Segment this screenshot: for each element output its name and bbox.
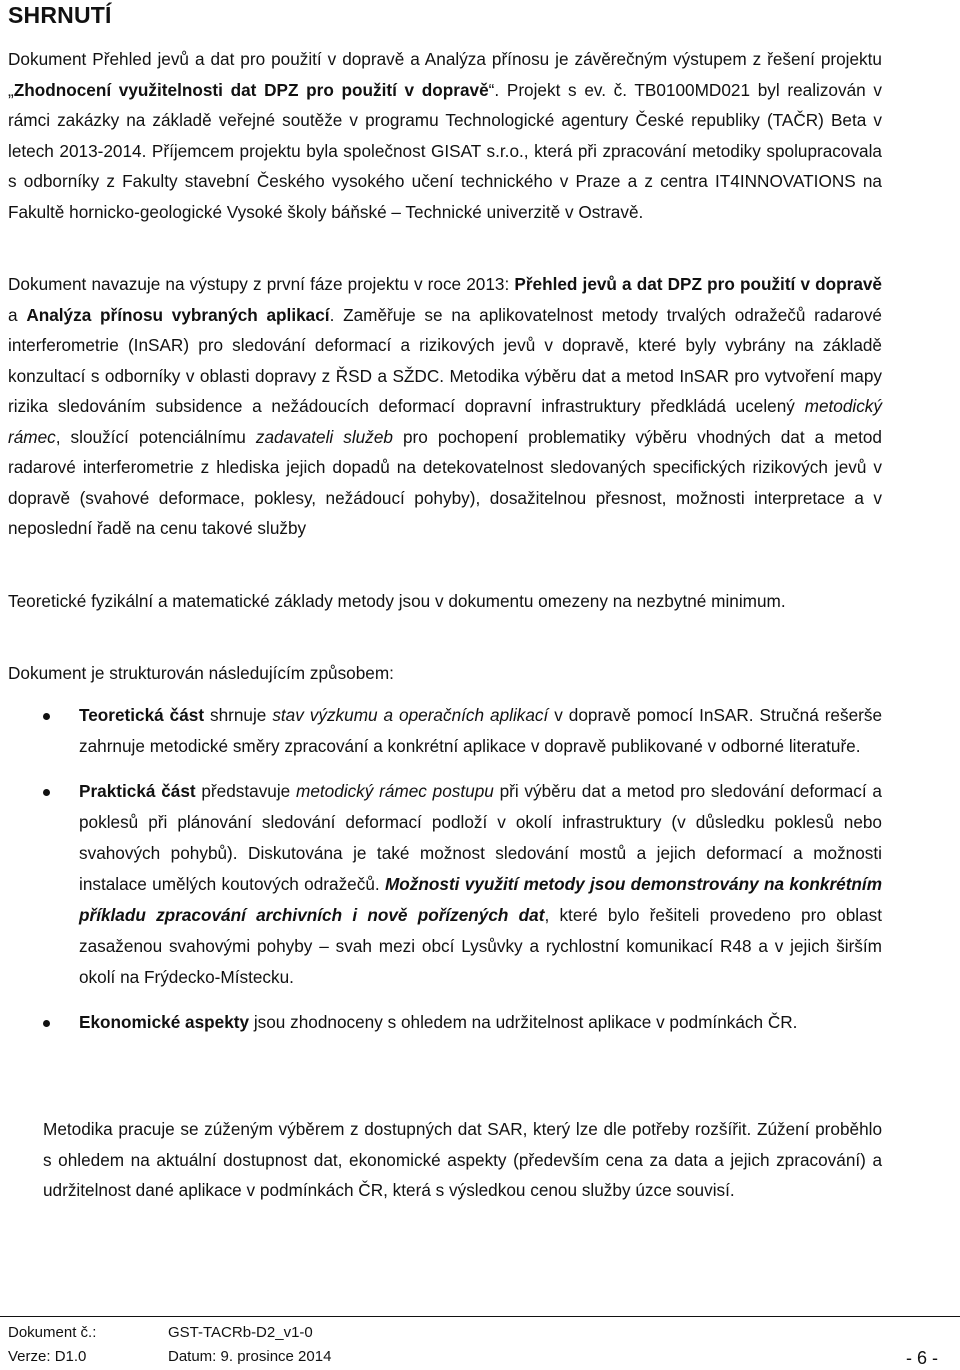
- page-title: SHRNUTÍ: [8, 2, 112, 28]
- list-item-heading: Praktická část: [79, 781, 196, 801]
- paragraph-method: [8, 269, 882, 544]
- structure-list: [0, 700, 960, 1052]
- italic-term: metodický rámec postupu: [296, 781, 494, 801]
- text-run: při výběru dat a metod pro sledování deformací a poklesů při plánování sledování deformací podloží v okolí infrastruktury (v důsledku poklesů nebo svahových pohybů). Diskutována je také možnost sledování mostů a jejich deformací a možnosti instalace umělých koutových odražečů.: [79, 781, 882, 894]
- bold-title: Analýza přínosu vybraných aplikací: [26, 304, 330, 325]
- footer-version: Verze: D1.0: [8, 1348, 87, 1365]
- text-run: a: [8, 304, 27, 325]
- list-item: [79, 700, 882, 762]
- text-run: , sloužící potenciálnímu: [55, 426, 256, 447]
- list-item: [79, 1007, 882, 1038]
- footer-page-number: - 6 -: [906, 1348, 939, 1368]
- paragraph-structure: Dokument je strukturován následujícím způsobem:: [8, 663, 394, 683]
- italic-term: zadavateli služeb: [255, 426, 393, 447]
- italic-term: stav výzkumu a operačních aplikací: [272, 705, 549, 725]
- list-item: [79, 776, 882, 993]
- bold-title: Přehled jevů a dat DPZ pro použití v dopravě: [514, 274, 882, 294]
- footer-doc-label: Dokument č.:: [8, 1324, 97, 1341]
- text-run: v dopravě pomocí InSAR. Stručná rešerše zahrnuje metodické směry zpracování a konkrétní aplikace v dopravě publikované v odborné literatuře.: [79, 705, 883, 756]
- footer-divider: [0, 1316, 960, 1317]
- bold-italic-text: Možnosti využití metody jsou demonstrovány na konkrétním příkladu zpracování archivních i nově pořízených dat: [79, 874, 882, 925]
- paragraph-closing: Metodika pracuje se zúženým výběrem z dostupných dat SAR, který lze dle potřeby rozšířit. Zúžení proběhlo s ohledem na aktuální dostupnost dat, ekonomické aspekty (především cena za data a jejich zpracování) a udržitelnost dané aplikace v podmínkách ČR, která s výsledkou cenou služby úzce souvisí.: [43, 1119, 882, 1200]
- text-run: Dokument navazuje na výstupy z první fáze projektu v roce 2013:: [8, 274, 515, 294]
- italic-term: metodický rámec: [8, 396, 882, 447]
- text-run: Dokument Přehled jevů a dat pro použití v dopravě a Analýza přínosu je závěrečným výstupem z řešení projektu „: [8, 49, 882, 100]
- paragraph-theory: Teoretické fyzikální a matematické základy metody jsou v dokumentu omezeny na nezbytné minimum.: [8, 591, 786, 611]
- text-run: “. Projekt s ev. č. TB0100MD021 byl realizován v rámci zakázky na základě veřejné soutěže v programu Technologické agentury České republiky (TAČR) Beta v letech 2013-2014. Příjemcem projektu byla společnost GISAT s.r.o., která při zpracování metodiky spolupracovala s odborníky z Fakulty stavební Českého vysokého učení technického v Praze a z centra IT4INNOVATIONS na Fakultě hornicko-geologické Vysoké školy báňské – Technické univerzitě v Ostravě.: [8, 79, 882, 222]
- footer-doc-value: GST-TACRb-D2_v1-0: [168, 1324, 313, 1341]
- bullet-icon: [43, 1020, 50, 1027]
- text-run: . Zaměřuje se na aplikovatelnost metody trvalých odražečů radarové interferometrie (InSAR) pro sledování deformací a rizikových jevů v dopravě, které byly vybrány na základě konzultací s odborníky v oblasti dopravy z ŘSD a SŽDC. Metodika výběru dat a metod InSAR pro vytvoření mapy rizika sledováním subsidence a nežádoucích deformací dopravní infrastruktury předkládá ucelený: [8, 304, 882, 416]
- paragraph-intro: [8, 44, 882, 227]
- project-name: Zhodnocení využitelnosti dat DPZ pro použití v dopravě: [13, 79, 489, 100]
- list-item-heading: Ekonomické aspekty: [79, 1012, 250, 1032]
- text-run: jsou zhodnoceny s ohledem na udržitelnost aplikace v podmínkách ČR.: [249, 1012, 798, 1032]
- text-run: pro pochopení problematiky výběru vhodných dat a metod radarové interferometrie z hlediska jejich dopadů na detekovatelnost sledovaných specifických rizikových jevů v dopravě (svahové deformace, poklesy, nežádoucí pohyby), dosažitelnou přesnost, možnosti interpretace a v neposlední řadě na cenu takové služby: [8, 426, 882, 538]
- text-run: , které bylo řešiteli provedeno pro oblast zasaženou svahovými pohyby – svah mezi obcí Lysůvky a rychlostní komunikací R48 a v jejich širším okolí na Frýdecko-Místecku.: [79, 905, 882, 987]
- text-run: představuje: [195, 781, 296, 801]
- text-run: shrnuje: [204, 705, 273, 725]
- bullet-icon: [43, 713, 50, 720]
- bullet-icon: [43, 789, 50, 796]
- footer-date: Datum: 9. prosince 2014: [168, 1348, 332, 1365]
- list-item-heading: Teoretická část: [79, 705, 205, 725]
